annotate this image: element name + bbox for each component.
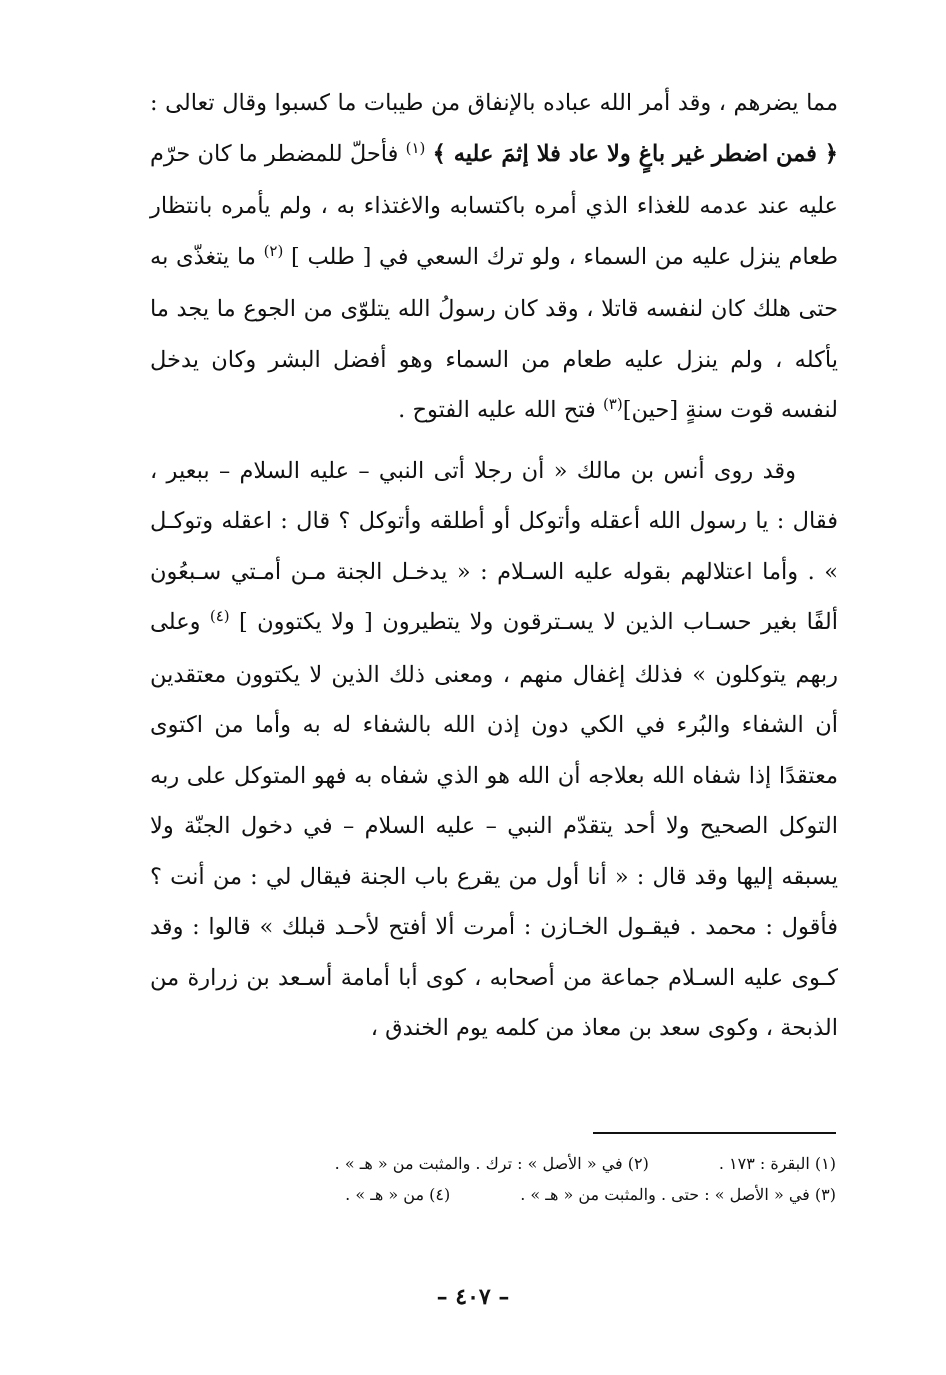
footnote-line-1 — [160, 1148, 836, 1179]
footnote-ref-2: (٢) — [263, 241, 284, 260]
footnote-ref-1: (١) — [405, 138, 426, 157]
footnote-1: (١) البقرة : ١٧٣ . — [718, 1154, 836, 1173]
paragraph-2-part-a: وقد روى أنس بن مالك « أن رجلا أتى النبي – عليه السلام – ببعير ، فقال : يا رسول الله أعقله وأتوكل أو أطلقه وأتوكل ؟ قال : اعقله وتوكـل » . وأما اعتلالهم بقوله عليه السـلام : « يدخـل الجنة مـن أمـتي سـبعُون ألفًا بغير حسـاب الذين لا يسـترقون ولا يتطيرون [ ولا يكتوون ] — [150, 457, 838, 635]
footnotes — [160, 1148, 836, 1210]
footnote-line-2 — [160, 1179, 836, 1210]
quran-quote: ﴿ فمن اضطر غير باغٍ ولا عاد فلا إثمَ عليه ﴾ — [432, 140, 838, 167]
paragraph-1 — [150, 78, 838, 438]
main-text — [150, 78, 838, 1054]
paragraph-1-part-b: فأحلّ للمضطر ما كان حرّم عليه عند عدمه للغذاء الذي أمره باكتسابه والاغتذاء به ، ولم يأمره بانتظار طعام ينزل عليه من السماء ، ولو ترك السعي في [ طلب ] — [150, 140, 838, 270]
footnote-ref-4: (٤) — [209, 607, 230, 625]
footnote-separator — [593, 1132, 836, 1134]
footnote-ref-3: (٣) — [602, 395, 623, 413]
paragraph-2 — [150, 446, 838, 1054]
footnote-4: (٤) من « هـ » . — [345, 1185, 451, 1204]
footnote-3: (٣) في « الأصل » : حتى . والمثبت من « هـ » . — [520, 1185, 836, 1204]
paragraph-1-part-d: فتح الله عليه الفتوح . — [398, 397, 603, 423]
paragraph-1-part-a: مما يضرهم ، وقد أمر الله عباده بالإنفاق من طيبات ما كسبوا وقال تعالى : — [150, 90, 838, 116]
paragraph-1-part-c: ما يتغذّى به حتى هلك كان لنفسه قاتلا ، وقد كان رسولُ الله يتلوّى من الجوع ما يجد ما يأكله ، ولم ينزل عليه طعام من السماء وهو أفضل البشر وكان يدخل لنفسه قوت سنةٍ [حين] — [150, 243, 838, 423]
page-number: – ٤٠٧ – — [436, 1284, 510, 1310]
paragraph-2-part-b: وعلى ربهم يتوكلون » فذلك إغفال منهم ، ومعنى ذلك الذين لا يكتوون معتقدين أن الشفاء والبُرء في الكي دون إذن الله بالشفاء له به وأما من اكتوى معتقدًا إذا شفاه الله بعلاجه أن الله هو الذي شفاه به فهو المتوكل على ربه التوكل الصحيح ولا أحد يتقدّم النبي – عليه السلام – في دخول الجنّة ولا يسبقه إليها وقد قال : « أنا أول من يقرع باب الجنة فيقال لي : من أنت ؟ فأقول : محمد . فيقـول الخـازن : أمرت ألا أفتح لأحـد قبلك » قالوا : وقد كـوى عليه السـلام جماعة من أصحابه ، كوى أبا أمامة أسـعد بن زرارة من الذبحة ، وكوى سعد بن معاذ من كلمه يوم الخندق ، — [150, 609, 838, 1041]
footnote-2: (٢) في « الأصل » : ترك . والمثبت من « هـ » . — [334, 1154, 649, 1173]
